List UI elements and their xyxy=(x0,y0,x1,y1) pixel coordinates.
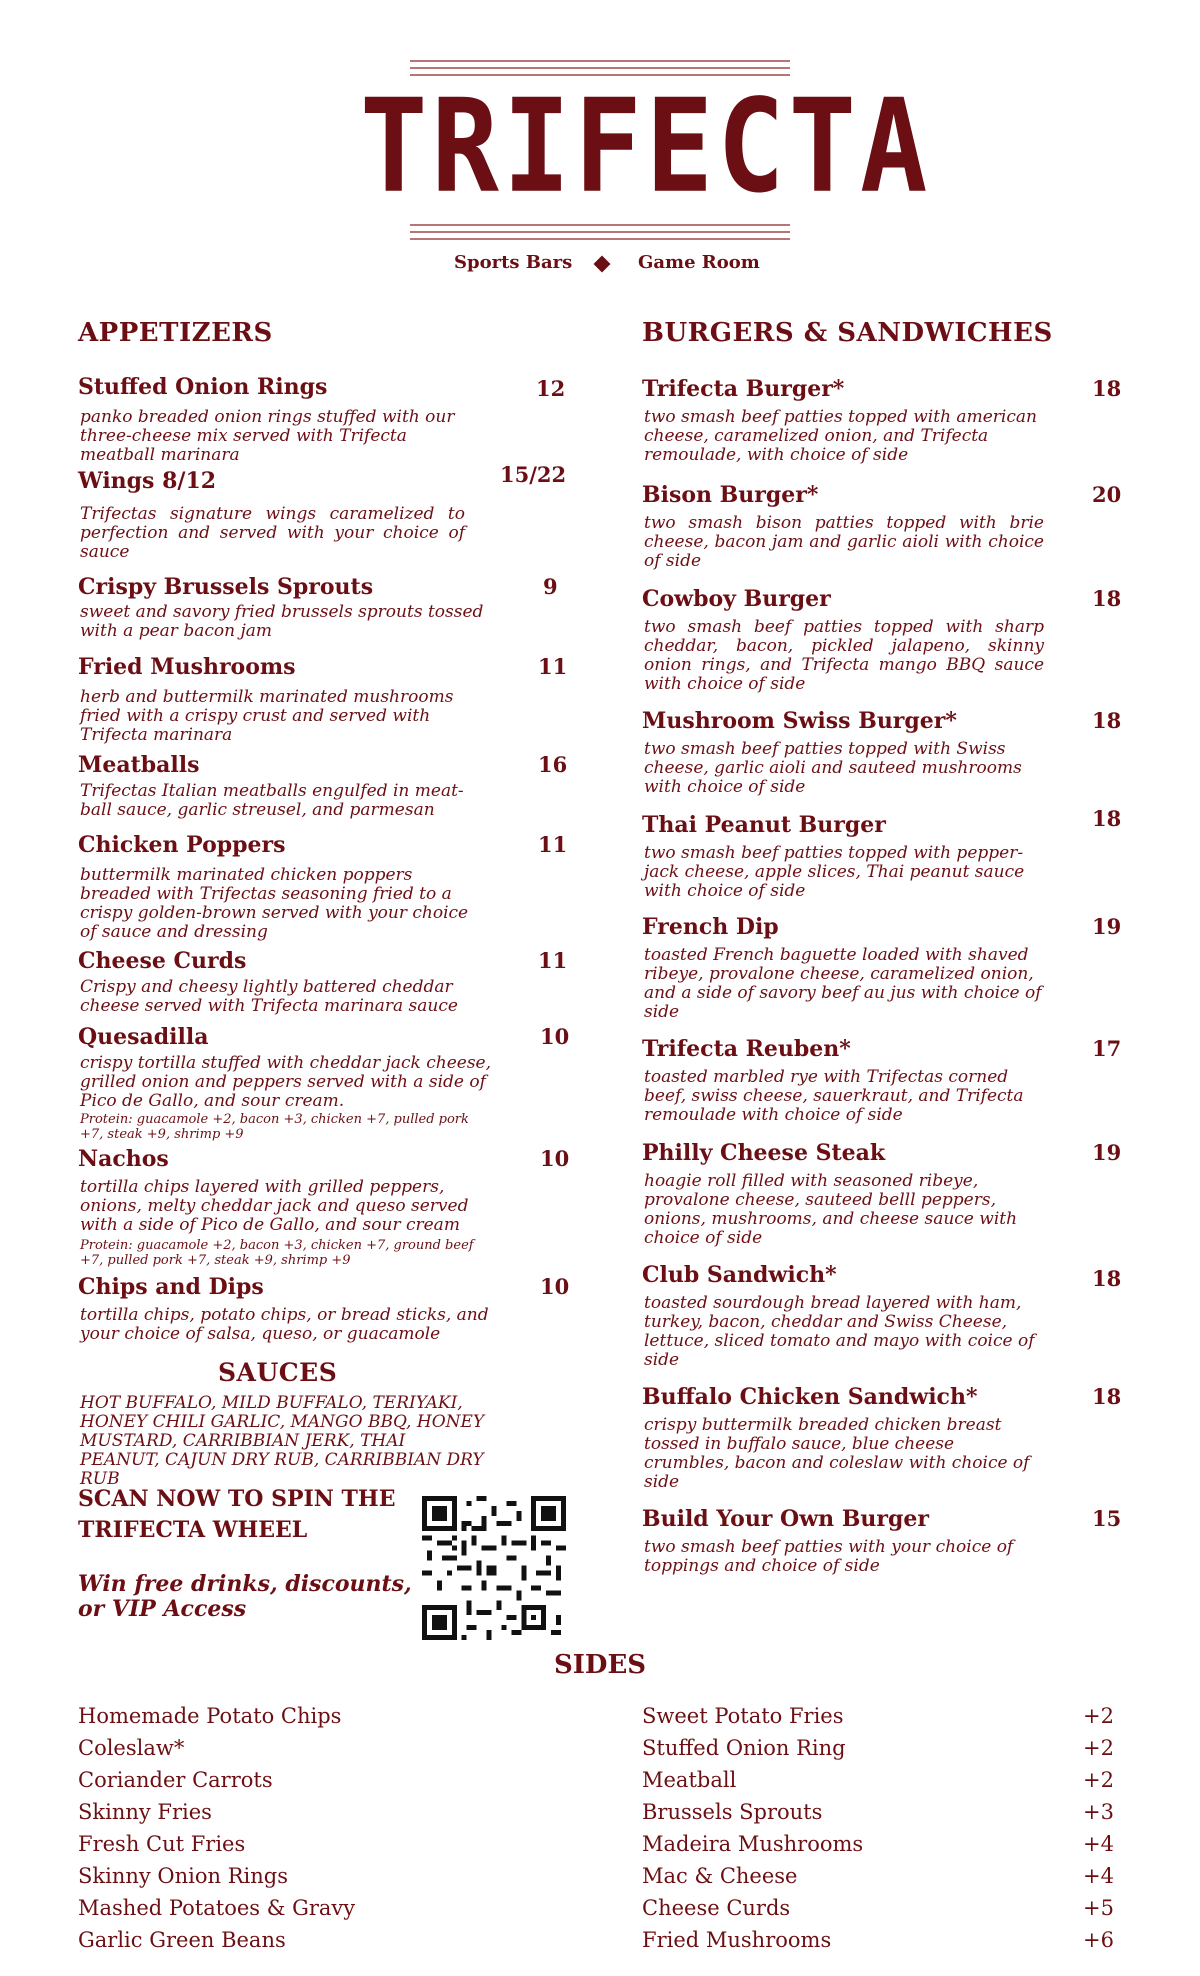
menu-item-description: hoagie roll filled with seasoned ribeye, provalone cheese, sauteed belll peppers, onions, mushrooms, and cheese sauce with choice of side xyxy=(644,1171,1018,1248)
sauces-list: HOT BUFFALO, MILD BUFFALO, TERIYAKI, HONEY CHILI GARLIC, MANGO BBQ, HONEY MUSTARD, CARRIBBIAN JERK, THAI PEANUT, CAJUN DRY RUB, CARRIBBIAN DRY RUB xyxy=(80,1393,485,1489)
menu-item-description: Trifectas signature wings caramelized to perfection and served with your choice of sauce xyxy=(80,504,465,562)
promo-subtitle: Win free drinks, discounts, or VIP Access xyxy=(78,1571,412,1622)
side-item: Homemade Potato Chips xyxy=(78,1704,342,1728)
menu-item-name: Philly Cheese Steak xyxy=(642,1140,886,1166)
logo-wordmark: TRIFECTA xyxy=(360,72,932,222)
menu-item-price: 18 xyxy=(1092,586,1122,611)
side-item: Coriander Carrots xyxy=(78,1768,273,1792)
menu-item-price: 17 xyxy=(1092,1036,1122,1061)
menu-item-price: 18 xyxy=(1092,806,1122,831)
trifecta-logo xyxy=(360,60,932,280)
side-item: Skinny Onion Rings xyxy=(78,1864,288,1888)
menu-item-price: 11 xyxy=(538,654,568,679)
menu-item-name: Bison Burger* xyxy=(642,482,819,508)
side-item-price: +4 xyxy=(1083,1832,1114,1856)
promo-scan-heading: SCAN NOW TO SPIN THE TRIFECTA WHEEL xyxy=(78,1486,396,1543)
menu-item-price: 11 xyxy=(538,832,568,857)
menu-item-price: 9 xyxy=(543,574,558,599)
side-item-price: +5 xyxy=(1083,1896,1114,1920)
menu-item-description: crispy buttermilk breaded chicken breast tossed in buffalo sauce, blue cheese crumbles, bacon and coleslaw with choice of side xyxy=(644,1415,1030,1492)
menu-item-name: French Dip xyxy=(642,914,779,940)
menu-item-name: Trifecta Reuben* xyxy=(642,1036,851,1062)
menu-item-price: 16 xyxy=(538,752,568,777)
menu-item-description: tortilla chips layered with grilled peppers, onions, melty cheddar jack and queso served with a side of Pico de Gallo, and sour cream xyxy=(80,1177,469,1235)
menu-item-description: two smash beef patties topped with sharp cheddar, bacon, pickled jalapeno, skinny onion rings, and Trifecta mango BBQ sauce with choice of side xyxy=(644,617,1044,694)
side-item: Skinny Fries xyxy=(78,1800,212,1824)
menu-item-name: Meatballs xyxy=(78,752,200,778)
menu-item-name: Trifecta Burger* xyxy=(642,376,845,402)
menu-item-description: Trifectas Italian meatballs engulfed in meat-ball sauce, garlic streusel, and parmesan xyxy=(80,781,464,820)
menu-item-name: Buffalo Chicken Sandwich* xyxy=(642,1384,978,1410)
menu-item-price: 18 xyxy=(1092,708,1122,733)
menu-item-price: 18 xyxy=(1092,1266,1122,1291)
menu-item-protein-note: Protein: guacamole +2, bacon +3, chicken +7, ground beef +7, pulled pork +7, steak +9, shrimp +9 xyxy=(80,1238,474,1268)
sauces-heading: SAUCES xyxy=(218,1358,338,1387)
appetizers-heading: APPETIZERS xyxy=(78,318,273,348)
side-item: Cheese Curds xyxy=(642,1896,791,1920)
side-item: Madeira Mushrooms xyxy=(642,1832,864,1856)
menu-item-name: Crispy Brussels Sprouts xyxy=(78,574,374,600)
menu-item-price: 15/22 xyxy=(500,462,567,487)
menu-item-description: two smash beef patties topped with american cheese, caramelized onion, and Trifecta remoulade, with choice of side xyxy=(644,407,1037,465)
menu-item-description: two smash beef patties with your choice of toppings and choice of side xyxy=(644,1537,1014,1576)
menu-item-description: Crispy and cheesy lightly battered cheddar cheese served with Trifecta marinara sauce xyxy=(80,977,458,1016)
menu-item-description: two smash beef patties topped with pepper-jack cheese, apple slices, Thai peanut sauce with choice of side xyxy=(644,843,1025,901)
side-item: Brussels Sprouts xyxy=(642,1800,823,1824)
menu-item-name: Chips and Dips xyxy=(78,1274,264,1300)
side-item: Garlic Green Beans xyxy=(78,1928,286,1952)
menu-item-name: Club Sandwich* xyxy=(642,1262,837,1288)
side-item: Sweet Potato Fries xyxy=(642,1704,844,1728)
logo-bottom-lines xyxy=(410,224,790,246)
side-item-price: +4 xyxy=(1083,1864,1114,1888)
menu-item-price: 10 xyxy=(540,1274,570,1299)
menu-item-price: 20 xyxy=(1092,482,1122,507)
menu-item-description: herb and buttermilk marinated mushrooms fried with a crispy crust and served with Trifecta marinara xyxy=(80,687,454,745)
tagline-game-room: Game Room xyxy=(638,252,760,273)
menu-item-description: crispy tortilla stuffed with cheddar jack cheese, grilled onion and peppers served with a side of Pico de Gallo, and sour cream. xyxy=(80,1053,492,1111)
side-item-price: +6 xyxy=(1083,1928,1114,1952)
menu-item-description: sweet and savory fried brussels sprouts tossed with a pear bacon jam xyxy=(80,602,484,641)
menu-item-name: Mushroom Swiss Burger* xyxy=(642,708,957,734)
menu-item-name: Build Your Own Burger xyxy=(642,1506,929,1532)
menu-item-name: Chicken Poppers xyxy=(78,832,286,858)
side-item-price: +3 xyxy=(1083,1800,1114,1824)
qr-code-icon[interactable] xyxy=(422,1496,566,1640)
menu-item-description: two smash beef patties topped with Swiss cheese, garlic aioli and sauteed mushrooms with choice of side xyxy=(644,739,1022,797)
menu-item-description: buttermilk marinated chicken poppers breaded with Trifectas seasoning fried to a crispy golden-brown served with your choice of sauce and dressing xyxy=(80,865,469,942)
side-item: Fresh Cut Fries xyxy=(78,1832,246,1856)
menu-item-protein-note: Protein: guacamole +2, bacon +3, chicken +7, pulled pork +7, steak +9, shrimp +9 xyxy=(80,1112,469,1142)
side-item: Mashed Potatoes & Gravy xyxy=(78,1896,356,1920)
sides-heading: SIDES xyxy=(553,1650,647,1680)
menu-item-name: Quesadilla xyxy=(78,1024,209,1050)
side-item: Stuffed Onion Ring xyxy=(642,1736,846,1760)
side-item: Meatball xyxy=(642,1768,737,1792)
menu-item-description: toasted marbled rye with Trifectas corned beef, swiss cheese, sauerkraut, and Trifecta remoulade with choice of side xyxy=(644,1067,1024,1125)
menu-item-price: 11 xyxy=(538,948,568,973)
side-item-price: +2 xyxy=(1083,1768,1114,1792)
menu-item-description: toasted French baguette loaded with shaved ribeye, provalone cheese, caramelized onion, and a side of savory beef au jus with choice of side xyxy=(644,945,1042,1022)
menu-item-description: toasted sourdough bread layered with ham, turkey, bacon, cheddar and Swiss Cheese, lettuce, sliced tomato and mayo with coice of side xyxy=(644,1293,1035,1370)
menu-item-price: 12 xyxy=(536,376,566,401)
menu-item-name: Nachos xyxy=(78,1146,169,1172)
menu-item-description: panko breaded onion rings stuffed with our three-cheese mix served with Trifecta meatball marinara xyxy=(80,407,455,465)
menu-item-price: 18 xyxy=(1092,1384,1122,1409)
menu-item-name: Cheese Curds xyxy=(78,948,247,974)
menu-item-price: 15 xyxy=(1092,1506,1122,1531)
menu-item-description: tortilla chips, potato chips, or bread sticks, and your choice of salsa, queso, or guacamole xyxy=(80,1305,489,1344)
burgers-heading: BURGERS & SANDWICHES xyxy=(642,318,1053,348)
menu-item-price: 19 xyxy=(1092,1140,1122,1165)
menu-item-price: 10 xyxy=(540,1024,570,1049)
side-item-price: +2 xyxy=(1083,1704,1114,1728)
side-item: Fried Mushrooms xyxy=(642,1928,832,1952)
tagline-sports-bars: Sports Bars xyxy=(454,252,573,273)
menu-item-name: Cowboy Burger xyxy=(642,586,831,612)
menu-item-name: Stuffed Onion Rings xyxy=(78,374,328,400)
menu-item-description: two smash bison patties topped with brie cheese, bacon jam and garlic aioli with choice of side xyxy=(644,513,1044,571)
menu-item-name: Fried Mushrooms xyxy=(78,654,296,680)
side-item: Mac & Cheese xyxy=(642,1864,798,1888)
menu-item-name: Wings 8/12 xyxy=(78,468,217,494)
side-item-price: +2 xyxy=(1083,1736,1114,1760)
menu-item-price: 18 xyxy=(1092,376,1122,401)
side-item: Coleslaw* xyxy=(78,1736,185,1760)
menu-item-price: 19 xyxy=(1092,914,1122,939)
diamond-icon xyxy=(594,256,611,273)
menu-item-name: Thai Peanut Burger xyxy=(642,812,886,838)
menu-item-price: 10 xyxy=(540,1146,570,1171)
